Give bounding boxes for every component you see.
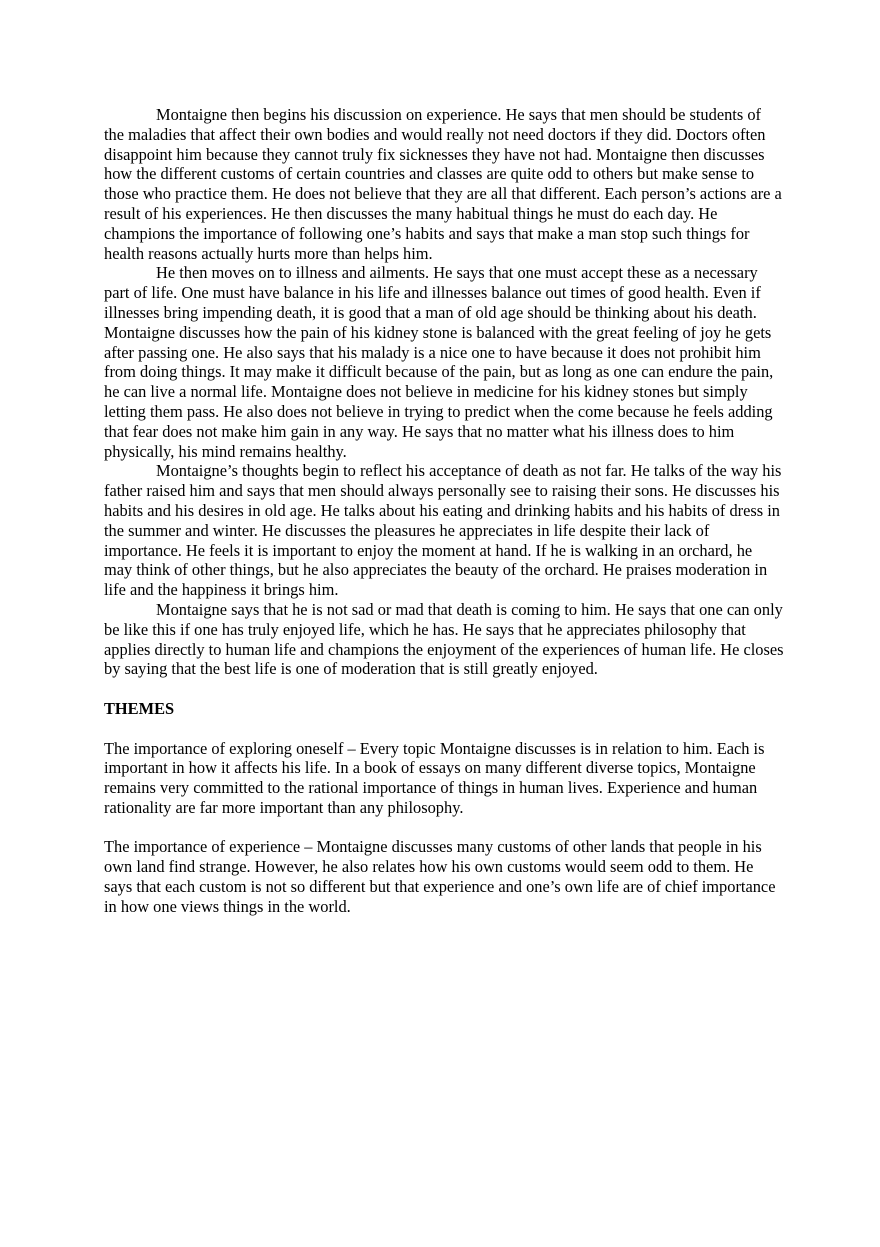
paragraph-experience: Montaigne then begins his discussion on experience. He says that men should be students of the maladies that affect their own bodies and would really not need doctors if they did. Doctors often disappoint him because they cannot truly fix sicknesses they have not had. Montaigne then discusses how the different customs of certain countries and classes are quite odd to others but make sense to those who practice them. He does not believe that they are all that different. Each person’s actions are a result of his experiences. He then discusses the many habitual things he must do each day. He champions the importance of following one’s habits and says that make a man stop such things for health reasons actually hurts more than helps him. (104, 105, 782, 263)
text-block (104, 105, 784, 936)
paragraph-illness: He then moves on to illness and ailments. He says that one must accept these as a necessary part of life. One must have balance in his life and illnesses balance out times of good health. Even if illnesses bring impending death, it is good that a man of old age should be thinking about his death. Montaigne discusses how the pain of his kidney stone is balanced with the great feeling of joy he gets after passing one. He also says that his malady is a nice one to have because it does not prohibit him from doing things. It may make it difficult because of the pain, but as long as one can endure the pain, he can live a normal life. Montaigne does not believe in medicine for his kidney stones but simply letting them pass. He also does not believe in trying to predict when the come because he feels adding that fear does not make him gain in any way. He says that no matter what his illness does to him physically, his mind remains healthy. (104, 263, 774, 461)
paragraph-death: Montaigne says that he is not sad or mad that death is coming to him. He says that one can only be like this if one has truly enjoyed life, which he has. He says that he appreciates philosophy that applies directly to human life and champions the enjoyment of the experiences of human life. He closes by saying that the best life is one of moderation that is still greatly enjoyed. (104, 599, 784, 679)
theme-exploring-oneself: The importance of exploring oneself – Every topic Montaigne discusses is in relation to him. Each is important in how it affects his life. In a book of essays on many different diverse topics, Montaigne remains very committed to the rational importance of things in human lives. Experience and human rationality are far more important than any philosophy. (104, 738, 765, 817)
theme-experience: The importance of experience – Montaigne discusses many customs of other lands that people in his own land find strange. However, he also relates how his own customs would seem odd to them. He says that each custom is not so different but that experience and one’s own life are of chief importance in how one views things in the world. (104, 837, 776, 916)
paragraph-old-age: Montaigne’s thoughts begin to reflect his acceptance of death as not far. He talks of the way his father raised him and says that men should always personally see to raising their sons. He discusses his habits and his desires in old age. He talks about his eating and drinking habits and his habits of dress in the summer and winter. He discusses the pleasures he appreciates in life despite their lack of importance. He feels it is important to enjoy the moment at hand. If he is walking in an orchard, he may think of other things, but he also appreciates the beauty of the orchard. He praises moderation in life and the happiness it brings him. (104, 461, 782, 600)
themes-heading: THEMES (104, 698, 175, 718)
